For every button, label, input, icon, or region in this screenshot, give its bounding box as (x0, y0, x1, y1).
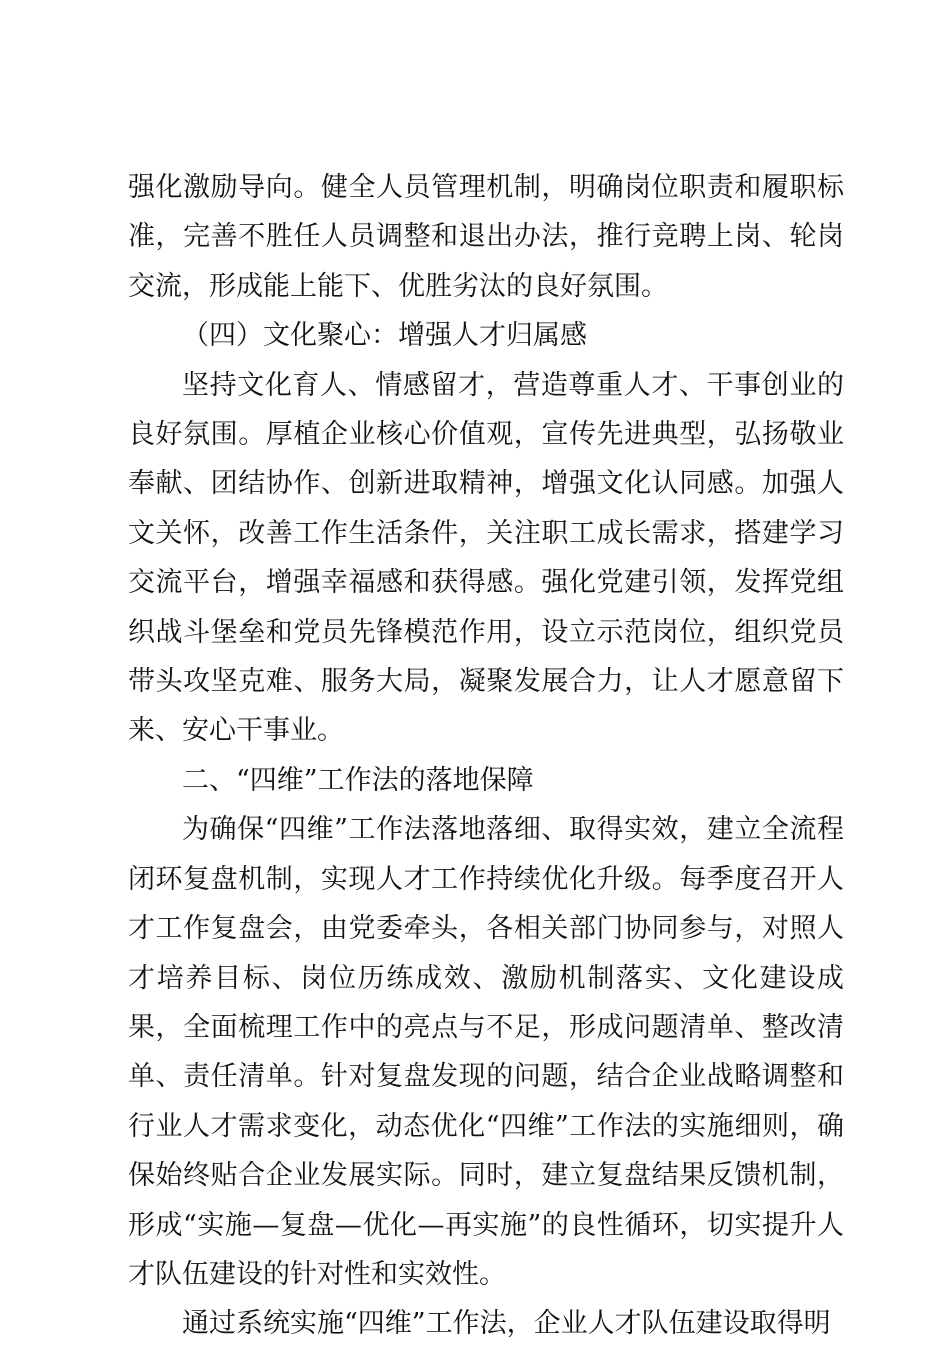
paragraph-incentive-orientation: 强化激励导向。健全人员管理机制，明确岗位职责和履职标准，完善不胜任人员调整和退出办法，推行竞聘上岗、轮岗交流，形成能上能下、优胜劣汰的良好氛围。 (128, 172, 844, 302)
paragraph-implementation: 为确保“四维”工作法落地落细、取得实效，建立全流程闭环复盘机制，实现人才工作持续优化升级。每季度召开人才工作复盘会，由党委牵头，各相关部门协同参与，对照人才培养目标、岗位历练成效、激励机制落实、文化建设成果，全面梳理工作中的亮点与不足，形成问题清单、整改清单、责任清单。针对复盘发现的问题，结合企业战略调整和行业人才需求变化，动态优化“四维”工作法的实施细则，确保始终贴合企业发展实际。同时，建立复盘结果反馈机制，形成“实施—复盘—优化—再实施”的良性循环，切实提升人才队伍建设的针对性和实效性。 (128, 814, 844, 1290)
section-heading-implementation: 二、“四维”工作法的落地保障 (182, 764, 534, 796)
section-heading-culture: （四）文化聚心：增强人才归属感 (182, 320, 587, 352)
document-page (128, 163, 844, 1349)
paragraph-conclusion: 通过系统实施“四维”工作法，企业人才队伍建设取得明 (182, 1308, 831, 1340)
paragraph-culture: 坚持文化育人、情感留才，营造尊重人才、干事创业的良好氛围。厚植企业核心价值观，宣传先进典型，弘扬敬业奉献、团结协作、创新进取精神，增强文化认同感。加强人文关怀，改善工作生活条件，关注职工成长需求，搭建学习交流平台，增强幸福感和获得感。强化党建引领，发挥党组织战斗堡垒和党员先锋模范作用，设立示范岗位，组织党员带头攻坚克难、服务大局，凝聚发展合力，让人才愿意留下来、安心干事业。 (128, 369, 844, 747)
